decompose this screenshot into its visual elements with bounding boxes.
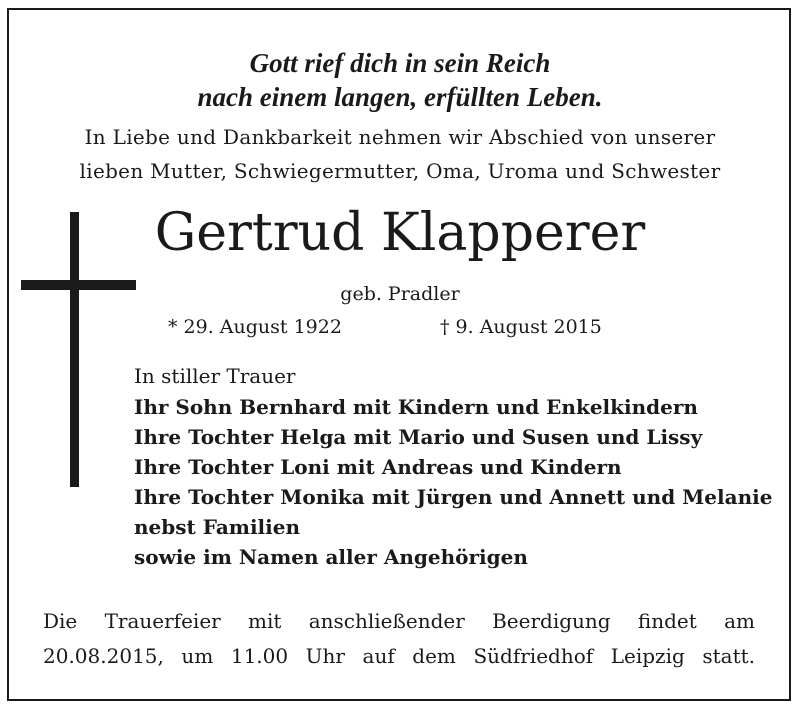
mourner-line: Ihre Tochter Loni mit Andreas und Kindern xyxy=(134,455,622,479)
motto-line-1: Gott rief dich in sein Reich xyxy=(249,48,551,78)
birth-name: geb. Pradler xyxy=(340,283,460,305)
mourners-title: In stiller Trauer xyxy=(134,364,296,388)
mourner-line: Ihre Tochter Helga mit Mario und Susen und Lissy xyxy=(134,425,703,449)
mourner-line: nebst Familien xyxy=(134,515,300,539)
intro-line-1: In Liebe und Dankbarkeit nehmen wir Abschied von unserer xyxy=(84,125,716,149)
mourner-line: Ihre Tochter Monika mit Jürgen und Annett und Melanie xyxy=(134,485,773,509)
service-line-2: 20.08.2015, um 11.00 Uhr auf dem Südfriedhof Leipzig statt. xyxy=(43,644,755,668)
service-line-1: Die Trauerfeier mit anschließender Beerdigung findet am xyxy=(43,609,755,633)
death-date: † 9. August 2015 xyxy=(440,316,602,338)
deceased-name: Gertrud Klapperer xyxy=(154,203,646,263)
mourner-line: Ihr Sohn Bernhard mit Kindern und Enkelkindern xyxy=(134,395,698,419)
mourner-line: sowie im Namen aller Angehörigen xyxy=(134,545,528,569)
birth-date: * 29. August 1922 xyxy=(168,316,342,338)
service-info xyxy=(0,604,800,674)
motto-line-2: nach einem langen, erfüllten Leben. xyxy=(197,82,603,112)
intro-line-2: lieben Mutter, Schwiegermutter, Oma, Uroma und Schwester xyxy=(79,159,721,183)
